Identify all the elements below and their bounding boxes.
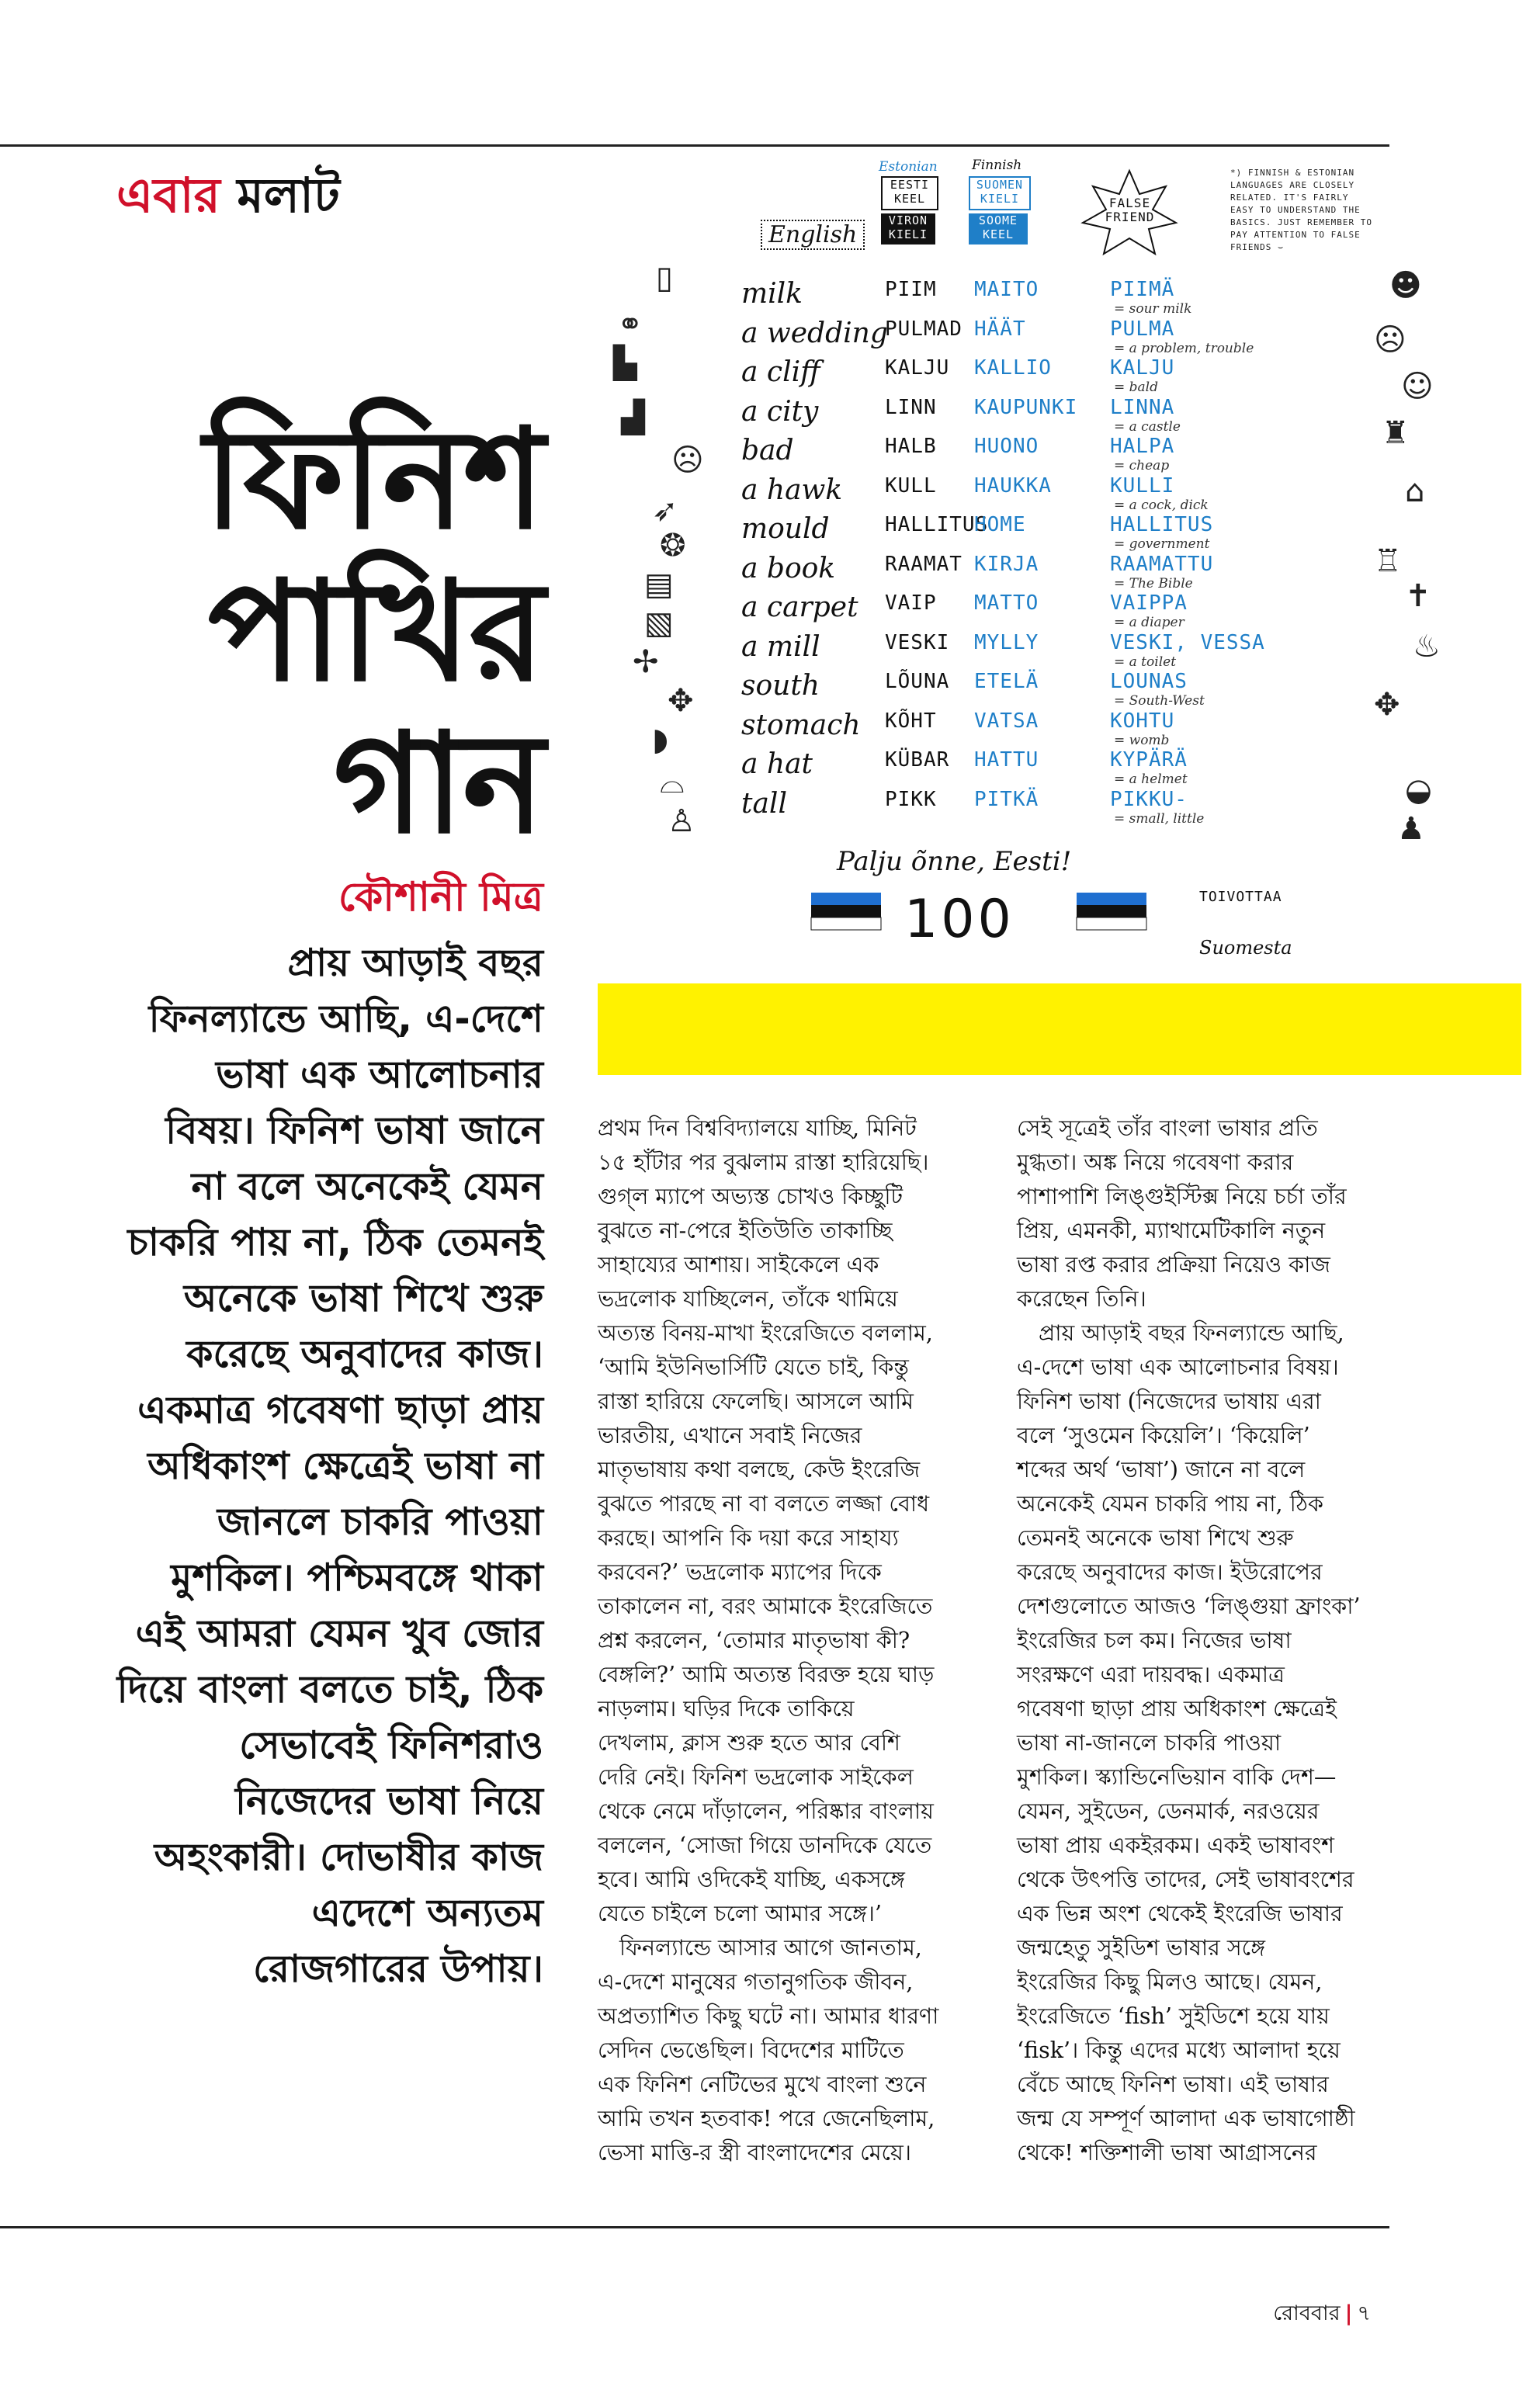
- intro-line: জানলে চাকরি পাওয়া: [217, 1500, 543, 1544]
- yellow-band: [598, 983, 1521, 1075]
- headline-line-3: গান: [333, 703, 543, 864]
- vocab-finnish: MAITO: [974, 278, 1039, 301]
- price-tag-icon: ⌂: [1405, 473, 1425, 509]
- finnish-label: Finnish: [972, 158, 1022, 173]
- column-2-line: প্রায় আড়াই বছর ফিনল্যান্ডে আছি,: [1039, 1320, 1344, 1346]
- column-2-line: জন্মহেতু সুইডিশ ভাষার সঙ্গে: [1017, 1935, 1266, 1961]
- column-2-line: ভাষা রপ্ত করার প্রক্রিয়া নিয়েও কাজ: [1017, 1252, 1330, 1278]
- windmill-icon: ✢: [633, 644, 659, 680]
- vocab-estonian: LÕUNA: [885, 670, 950, 693]
- column-2-line: করেছে অনুবাদের কাজ। ইউরোপের: [1017, 1559, 1323, 1585]
- vocab-estonian: VAIP: [885, 591, 937, 615]
- vocab-finnish: MYLLY: [974, 630, 1039, 654]
- column-1-line: এ-দেশে মানুষের গতানুগতিক জীবন,: [598, 1969, 914, 1995]
- vocab-gloss: = sour milk: [1114, 301, 1192, 317]
- intro-line: প্রায় আড়াই বছর: [287, 941, 543, 985]
- compass-icon: ✥: [668, 683, 694, 719]
- vocab-gloss: = womb: [1114, 732, 1170, 748]
- column-2-line: ইংরেজির চল কম। নিজের ভাষা: [1017, 1628, 1292, 1653]
- intro-line: না বলে অনেকেই যেমন: [191, 1164, 543, 1209]
- column-2-line: থেকে উৎপত্তি তাদের, সেই ভাষাবংশের: [1017, 1867, 1354, 1892]
- vocab-english: mould: [741, 513, 830, 545]
- vocab-finnish: KALLIO: [974, 356, 1052, 380]
- section-label-red: এবার: [116, 167, 220, 224]
- vocab-english: a hat: [741, 748, 813, 780]
- milk-carton-icon: ▯: [656, 260, 674, 296]
- city-skyline-icon: ▟: [621, 400, 645, 435]
- vocab-gloss: = small, little: [1114, 810, 1205, 827]
- english-label: English: [761, 220, 865, 250]
- vocab-finnish: PITKÄ: [974, 787, 1039, 811]
- vocab-false-friend: KYPÄRÄ: [1110, 748, 1188, 772]
- column-1-line: বেঙ্গলি?’ আমি অত্যন্ত বিরক্ত হয়ে ঘাড়: [598, 1662, 935, 1687]
- footer-separator: |: [1344, 2301, 1353, 2325]
- intro-line: সেভাবেই ফিনিশরাও: [239, 1723, 543, 1767]
- intro-text: [109, 935, 543, 1997]
- vocab-gloss: = bald: [1114, 380, 1158, 395]
- intro-line: বিষয়। ফিনিশ ভাষা জানে: [165, 1108, 543, 1153]
- vocab-false-friend: KOHTU: [1110, 709, 1175, 733]
- vocab-finnish: KIRJA: [974, 552, 1039, 576]
- intro-line: এই আমরা যেমন খুব জোর: [135, 1611, 543, 1656]
- page-footer: [1273, 2298, 1371, 2332]
- vocab-english: stomach: [741, 709, 861, 741]
- vocab-english: a cliff: [741, 356, 820, 388]
- column-2-line: এ-দেশে ভাষা এক আলোচনার বিষয়।: [1017, 1354, 1339, 1380]
- vocab-english: a city: [741, 395, 819, 428]
- intro-line: ভাষা এক আলোচনার: [215, 1053, 543, 1097]
- vocab-estonian: PIKK: [885, 787, 937, 811]
- vocab-english: milk: [741, 278, 803, 310]
- bible-icon: ✝: [1405, 578, 1431, 614]
- hawk-icon: ➶: [652, 493, 678, 529]
- vocab-false-friend: PIIMÄ: [1110, 278, 1175, 301]
- soome-keel-box: SOOME KEEL: [969, 213, 1028, 245]
- eesti-keel-box: EESTI KEEL: [881, 176, 938, 210]
- column-1-line: ভেসা মাত্তি-র স্ত্রী বাংলাদেশের মেয়ে।: [598, 2140, 911, 2166]
- vocab-false-friend: LOUNAS: [1110, 670, 1188, 693]
- intro-line: মুশকিল। পশ্চিমবঙ্গে থাকা: [171, 1555, 543, 1600]
- estonian-label: Estonian: [879, 159, 938, 175]
- vocab-gloss: = The Bible: [1114, 575, 1193, 591]
- column-2-line: ‘fisk’। কিন্তু এদের মধ্যে আলাদা হয়ে: [1017, 2038, 1341, 2063]
- signature: Suomesta: [1199, 937, 1292, 959]
- bottom-rule: [0, 2226, 1389, 2228]
- column-2-line: ইংরেজিতে ‘fish’ সুইডিশে হয়ে যায়: [1017, 2003, 1330, 2029]
- column-1-line: বুঝতে না-পেরে ইতিউতি তাকাচ্ছি: [598, 1218, 893, 1243]
- column-1-line: থেকে নেমে দাঁড়ালেন, পরিষ্কার বাংলায়: [598, 1798, 934, 1824]
- vocab-false-friend: LINNA: [1110, 395, 1175, 419]
- column-1-line: প্রথম দিন বিশ্ববিদ্যালয়ে যাচ্ছি, মিনিট: [598, 1115, 917, 1141]
- viron-kieli-box: VIRON KIELI: [881, 213, 935, 245]
- vocab-english: a book: [741, 552, 836, 584]
- column-1-line: আমি তখন হতবাক! পরে জেনেছিলাম,: [598, 2106, 935, 2131]
- headline: [109, 399, 543, 864]
- vocab-finnish: MATTO: [974, 591, 1039, 615]
- column-2-line: ভাষা না-জানলে চাকরি পাওয়া: [1017, 1730, 1282, 1756]
- vocab-english: a hawk: [741, 473, 843, 506]
- vocab-estonian: KALJU: [885, 356, 950, 380]
- vocab-gloss: = a helmet: [1114, 772, 1188, 787]
- column-2-line: অনেকেই যেমন চাকরি পায় না, ঠিক: [1017, 1491, 1323, 1517]
- vocab-finnish: VATSA: [974, 709, 1039, 733]
- cliff-icon: ▙: [613, 345, 637, 381]
- vocab-finnish: ETELÄ: [974, 670, 1039, 693]
- illustration-note: *) FINNISH & ESTONIAN LANGUAGES ARE CLOSELY RELATED. IT'S FAIRLY EASY TO UNDERSTAND THE BASICS. JUST REMEMBER TO PAY ATTENTION TO FALSE FRIENDS ⌣: [1230, 168, 1372, 252]
- vocab-gloss: = a diaper: [1114, 615, 1184, 630]
- estonian-flag-right: [1073, 889, 1150, 935]
- intro-line: ফিনল্যান্ডে আছি, এ-দেশে: [148, 997, 543, 1041]
- government-icon: ♖: [1374, 543, 1402, 579]
- vocab-false-friend: KULLI: [1110, 473, 1175, 498]
- vocab-false-friend: KALJU: [1110, 356, 1175, 380]
- headline-line-1: ফিনিশ: [203, 399, 543, 560]
- vocab-english: a mill: [741, 630, 820, 663]
- footer-label: রোববার: [1273, 2301, 1341, 2325]
- wedding-couple-icon: ⚭: [617, 307, 643, 342]
- column-1-line: হবে। আমি ওদিকেই যাচ্ছি, একসঙ্গে: [598, 1867, 905, 1892]
- wishes-label: TOIVOTTAA: [1199, 889, 1282, 905]
- byline: কৌশানী মিত্র: [338, 874, 543, 921]
- vocab-estonian: PULMAD: [885, 317, 962, 341]
- lemon-face-icon: ☻: [1389, 268, 1422, 303]
- column-2-line: পাশাপাশি লিঙ্গুইস্টিক্স নিয়ে চর্চা তাঁর: [1017, 1184, 1347, 1209]
- column-2-line: সংরক্ষণে এরা দায়বদ্ধ। একমাত্র: [1017, 1662, 1285, 1687]
- problem-face-icon: ☹: [1374, 322, 1406, 358]
- column-2-line: বেঁচে আছে ফিনিশ ভাষা। এই ভাষার: [1017, 2072, 1329, 2097]
- intro-line: একমাত্র গবেষণা ছাড়া প্রায়: [137, 1388, 543, 1432]
- vocab-estonian: RAAMAT: [885, 552, 962, 576]
- mould-icon: ❂: [660, 528, 686, 564]
- suomen-kieli-box: SUOMEN KIELI: [969, 176, 1031, 210]
- sad-face-icon: ☹: [671, 442, 704, 478]
- column-1-line: এক ফিনিশ নেটিভের মুখে বাংলা শুনে: [598, 2072, 927, 2097]
- headline-line-2: পাখির: [207, 551, 543, 712]
- vocab-estonian: PIIM: [885, 278, 937, 301]
- section-label-black: মলাট: [237, 167, 340, 224]
- vocab-estonian: KÕHT: [885, 709, 937, 733]
- column-1-line: করছে। আপনি কি দয়া করে সাহায্য: [598, 1525, 899, 1551]
- column-1-line: ১৫ হাঁটার পর বুঝলাম রাস্তা হারিয়েছি।: [598, 1150, 929, 1175]
- vocab-false-friend: VAIPPA: [1110, 591, 1188, 615]
- column-1-line: করবেন?’ ভদ্রলোক ম্যাপের দিকে: [598, 1559, 882, 1585]
- vocab-finnish: HUONO: [974, 435, 1039, 458]
- column-2-line: গবেষণা ছাড়া প্রায় অধিকাংশ ক্ষেত্রেই: [1017, 1696, 1337, 1722]
- column-2-line: দেশগুলোতে আজও ‘লিঙ্গুয়া ফ্রাংকা’: [1017, 1594, 1361, 1619]
- helmet-icon: ◒: [1405, 772, 1432, 808]
- book-icon: ▤: [644, 567, 674, 602]
- column-2-line: করেছেন তিনি।: [1017, 1286, 1146, 1312]
- carpet-icon: ▧: [644, 605, 674, 641]
- column-1-line: দেরি নেই। ফিনিশ ভদ্রলোক সাইকেল: [598, 1764, 914, 1790]
- column-1-line: প্রশ্ন করলেন, ‘তোমার মাতৃভাষা কী?: [598, 1628, 910, 1653]
- intro-line: এদেশে অন্যতম: [311, 1891, 543, 1935]
- illustration: [598, 151, 1529, 978]
- column-1-line: গুগ্‌ল ম্যাপে অভ্যস্ত চোখও কিচ্ছুটি: [598, 1184, 904, 1209]
- vocab-estonian: LINN: [885, 395, 937, 419]
- column-1: [598, 1112, 1001, 2170]
- column-1-line: অত্যন্ত বিনয়-মাখা ইংরেজিতে বললাম,: [598, 1320, 933, 1346]
- column-2-line: বলে ‘সুওমেন কিয়েলি’। ‘কিয়েলি’: [1017, 1423, 1310, 1448]
- intro-line: নিজেদের ভাষা নিয়ে: [234, 1779, 543, 1823]
- column-2-line: প্রিয়, এমনকী, ম্যাথামেটিকালি নতুন: [1017, 1218, 1326, 1243]
- vocab-gloss: = cheap: [1114, 458, 1170, 473]
- column-2-line: মুশকিল। স্ক্যান্ডিনেভিয়ান বাকি দেশ—: [1017, 1764, 1337, 1790]
- column-1-line: ‘আমি ইউনিভার্সিটি যেতে চাই, কিন্তু: [598, 1354, 909, 1380]
- column-2: [1017, 1112, 1420, 2170]
- tall-person-icon: ♙: [668, 803, 695, 839]
- small-people-icon: ♟: [1397, 811, 1425, 847]
- page-number: ৭: [1357, 2301, 1371, 2325]
- vocab-english: bad: [741, 435, 794, 466]
- top-rule: [0, 144, 1389, 147]
- vocab-english: a wedding: [741, 317, 888, 349]
- vocab-gloss: = a toilet: [1114, 654, 1177, 670]
- section-label: [116, 159, 340, 239]
- intro-line: অহংকারী। দোভাষীর কাজ: [154, 1835, 543, 1879]
- compass-sw-icon: ✥: [1374, 687, 1400, 723]
- column-2-line: সেই সূত্রেই তাঁর বাংলা ভাষার প্রতি: [1017, 1115, 1318, 1141]
- vocab-finnish: HOME: [974, 513, 1026, 536]
- intro-line: অধিকাংশ ক্ষেত্রেই ভাষা না: [147, 1444, 543, 1488]
- column-2-line: জন্ম যে সম্পূর্ণ আলাদা এক ভাষাগোষ্ঠী: [1017, 2106, 1355, 2131]
- vocab-estonian: HALB: [885, 435, 937, 458]
- vocab-gloss: = a problem, trouble: [1114, 340, 1254, 356]
- column-2-line: থেকে! শক্তিশালী ভাষা আগ্রাসনের: [1017, 2140, 1317, 2166]
- column-1-line: ভদ্রলোক যাচ্ছিলেন, তাঁকে থামিয়ে: [598, 1286, 898, 1312]
- column-2-line: ভাষা প্রায় একইরকম। একই ভাষাবংশ: [1017, 1833, 1335, 1858]
- column-1-line: তাকালেন না, বরং আমাকে ইংরেজিতে: [598, 1594, 933, 1619]
- castle-icon: ♜: [1382, 415, 1410, 451]
- column-2-line: তেমনই অনেকে ভাষা শিখে শুরু: [1017, 1525, 1294, 1551]
- vocab-estonian: HALLITUS: [885, 513, 989, 536]
- vocab-gloss: = a cock, dick: [1114, 497, 1209, 513]
- intro-line: করেছে অনুবাদের কাজ।: [186, 1332, 543, 1376]
- bald-face-icon: ☺: [1401, 369, 1434, 404]
- column-1-line: মাতৃভাষায় কথা বলছে, কেউ ইংরেজি: [598, 1457, 921, 1483]
- intro-line: দিয়ে বাংলা বলতে চাই, ঠিক: [116, 1667, 543, 1712]
- vocab-english: south: [741, 670, 820, 702]
- vocab-false-friend: HALLITUS: [1110, 513, 1214, 536]
- column-1-line: বুঝতে পারছে না বা বলতে লজ্জা বোধ: [598, 1491, 930, 1517]
- vocab-estonian: KÜBAR: [885, 748, 950, 772]
- column-1-line: যেতে চাইলে চলো আমার সঙ্গে।’: [598, 1901, 882, 1927]
- hat-icon: ⌓: [660, 765, 685, 800]
- vocab-gloss: = a castle: [1114, 418, 1181, 435]
- false-friend-label: FALSE FRIEND: [1105, 196, 1155, 224]
- column-1-line: অপ্রত্যাশিত কিছু ঘটে না। আমার ধারণা: [598, 2003, 939, 2029]
- column-2-line: যেমন, সুইডেন, ডেনমার্ক, নরওয়ের: [1017, 1798, 1320, 1824]
- intro-line: অনেকে ভাষা শিখে শুরু: [183, 1276, 543, 1320]
- vocab-estonian: KULL: [885, 473, 937, 498]
- column-1-line: বললেন, ‘সোজা গিয়ে ডানদিকে যেতে: [598, 1833, 932, 1858]
- column-1-line: রাস্তা হারিয়ে ফেলেছি। আসলে আমি: [598, 1389, 914, 1414]
- vocab-finnish: KAUPUNKI: [974, 395, 1078, 419]
- vocab-false-friend: PULMA: [1110, 317, 1175, 341]
- stomach-icon: ◗: [652, 722, 669, 758]
- estonian-flag-left: [807, 889, 885, 935]
- column-1-line: ফিনল্যান্ডে আসার আগে জানতাম,: [619, 1935, 922, 1961]
- column-2-line: ইংরেজির কিছু মিলও আছে। যেমন,: [1017, 1969, 1323, 1995]
- column-2-line: মুগ্ধতা। অঙ্ক নিয়ে গবেষণা করার: [1017, 1150, 1294, 1175]
- centenary-number: 100: [904, 889, 1015, 950]
- vocab-estonian: VESKI: [885, 630, 950, 654]
- vocab-false-friend: VESKI, VESSA: [1110, 630, 1265, 654]
- vocab-false-friend: PIKKU-: [1110, 787, 1188, 811]
- vocab-gloss: = government: [1114, 536, 1210, 552]
- column-2-line: ফিনিশ ভাষা (নিজেদের ভাষায় এরা: [1017, 1389, 1321, 1414]
- vocab-finnish: HÄÄT: [974, 317, 1026, 341]
- vocab-false-friend: HALPA: [1110, 435, 1175, 458]
- vocab-gloss: = South-West: [1114, 693, 1205, 709]
- vocab-finnish: HATTU: [974, 748, 1039, 772]
- intro-line: চাকরি পায় না, ঠিক তেমনই: [127, 1220, 543, 1264]
- column-1-line: সেদিন ভেঙেছিল। বিদেশের মাটিতে: [598, 2038, 904, 2063]
- vocab-english: a carpet: [741, 591, 858, 623]
- vocab-finnish: HAUKKA: [974, 473, 1052, 498]
- column-1-line: দেখলাম, ক্লাস শুরু হতে আর বেশি: [598, 1730, 900, 1756]
- column-2-line: শব্দের অর্থ ‘ভাষা’) জানে না বলে: [1017, 1457, 1306, 1483]
- intro-line: রোজগারের উপায়।: [253, 1947, 543, 1991]
- vocab-english: tall: [741, 787, 787, 820]
- vocab-false-friend: RAAMATTU: [1110, 552, 1214, 576]
- column-1-line: সাহায্যের আশায়। সাইকেলে এক: [598, 1252, 879, 1278]
- greeting: Palju õnne, Eesti!: [837, 846, 1072, 877]
- toilet-icon: ♨: [1413, 629, 1441, 664]
- column-1-line: ভারতীয়, এখানে সবাই নিজের: [598, 1423, 862, 1448]
- column-2-line: এক ভিন্ন অংশ থেকেই ইংরেজি ভাষার: [1017, 1901, 1343, 1927]
- column-1-line: নাড়লাম। ঘড়ির দিকে তাকিয়ে: [598, 1696, 855, 1722]
